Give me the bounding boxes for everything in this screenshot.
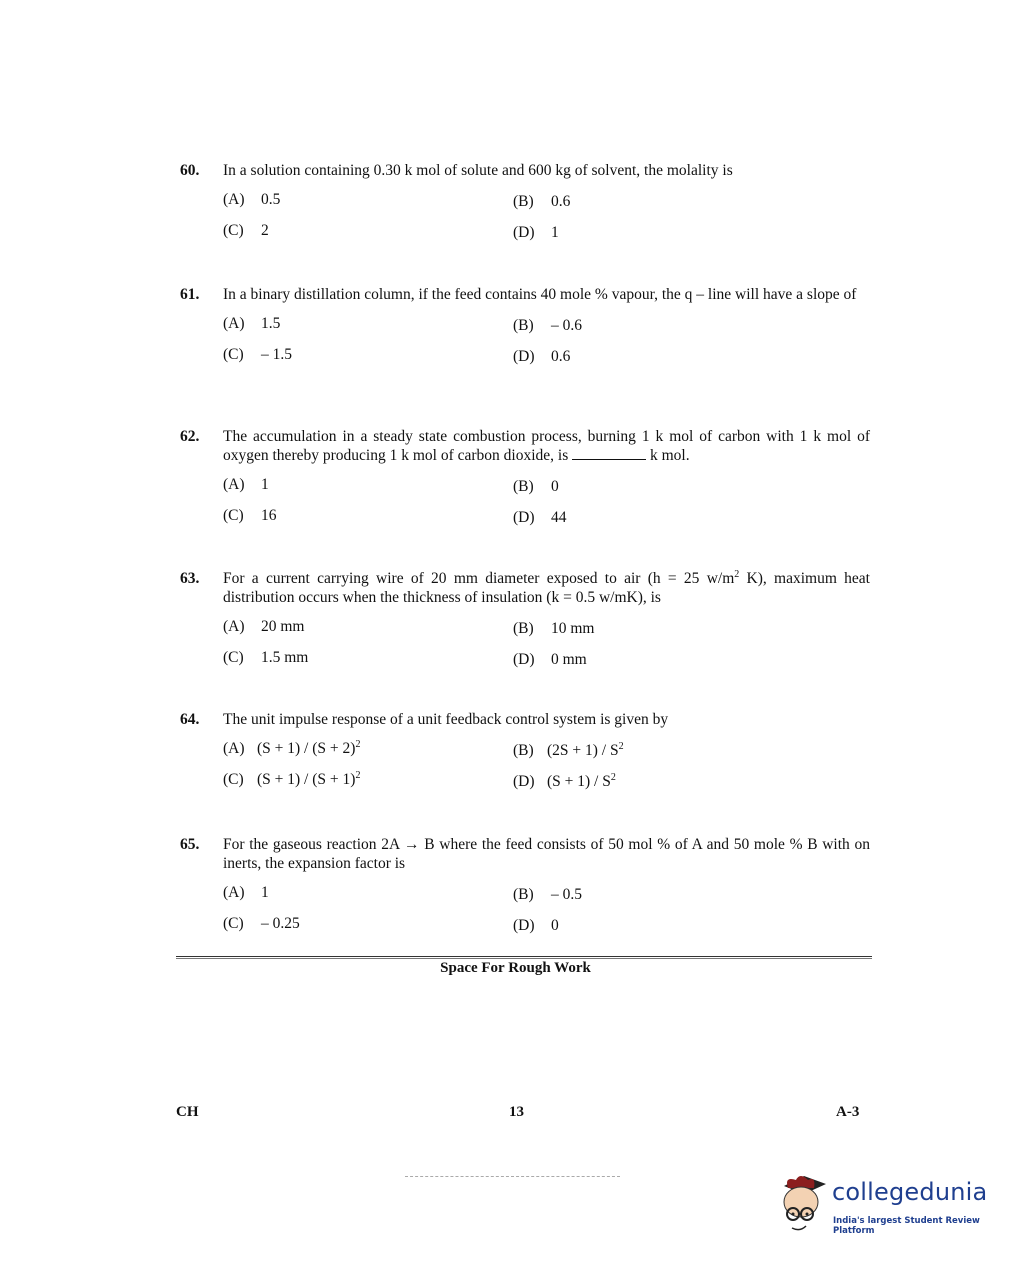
option-d: (D) 44 (513, 509, 567, 526)
options (223, 475, 870, 537)
footer-booklet-code: A-3 (836, 1104, 860, 1120)
answer-blank (572, 447, 646, 460)
question-61 (180, 285, 870, 376)
question-number: 64. (180, 711, 200, 728)
question-number: 60. (180, 162, 200, 179)
question-60 (180, 161, 870, 252)
options (223, 617, 870, 679)
question-stem: The accumulation in a steady state combustion process, burning 1 k mol of carbon with 1 k mol of oxygen thereby producing 1 k mol of carbon dioxide, is k mol. (223, 428, 870, 464)
option-b: (B) 10 mm (513, 620, 595, 637)
option-b: (B) – 0.5 (513, 886, 582, 903)
options (223, 190, 870, 252)
option-b: (B) $(2S + 1) / S^2$ (513, 740, 624, 759)
option-c: (C) 16 (223, 507, 277, 524)
option-c: (C) $(S + 1) / (S + 1)^2$ (223, 769, 361, 788)
option-a: (A) $(S + 1) / (S + 2)^2$ (223, 738, 361, 757)
question-62 (180, 427, 870, 537)
option-a: (A) 1.5 (223, 315, 281, 332)
option-c: (C) – 0.25 (223, 915, 300, 932)
collegedunia-wordmark: collegedunia (832, 1178, 988, 1206)
question-number: 65. (180, 836, 200, 853)
option-d: (D) 0.6 (513, 348, 571, 365)
option-d: (D) 0 mm (513, 651, 587, 668)
collegedunia-mascot-icon (770, 1168, 832, 1234)
question-stem: For the gaseous reaction 2A → B where the feed consists of 50 mol % of A and 50 mole % B with on inerts, the expansion factor is (223, 836, 870, 872)
option-c: (C) – 1.5 (223, 346, 292, 363)
question-65 (180, 835, 870, 945)
option-a: (A) 1 (223, 884, 269, 901)
divider-line (176, 956, 872, 959)
footer-subject-code: CH (176, 1104, 199, 1120)
option-d: (D) 0 (513, 917, 559, 934)
option-a: (A) 1 (223, 476, 269, 493)
question-stem: The unit impulse response of a unit feedback control system is given by (223, 711, 669, 728)
footer-page-number: 13 (509, 1104, 524, 1120)
question-stem: In a binary distillation column, if the feed contains 40 mole % vapour, the q – line will have a slope of (223, 286, 857, 303)
question-stem: In a solution containing 0.30 k mol of solute and 600 kg of solvent, the molality is (223, 162, 733, 179)
question-number: 61. (180, 286, 200, 303)
options (223, 314, 870, 376)
options (223, 739, 870, 801)
scan-artifact-line (405, 1176, 620, 1177)
rough-work-heading: Space For Rough Work (440, 960, 591, 976)
option-b: (B) – 0.6 (513, 317, 582, 334)
question-number: 63. (180, 570, 200, 587)
collegedunia-watermark (770, 1168, 1010, 1238)
option-c: (C) 1.5 mm (223, 649, 309, 666)
option-d: (D) 1 (513, 224, 559, 241)
collegedunia-tagline: India's largest Student Review Platform (833, 1216, 980, 1236)
question-63 (180, 569, 870, 679)
options (223, 883, 870, 945)
option-d: (D) $(S + 1) / S^2$ (513, 771, 616, 790)
option-b: (B) 0 (513, 478, 559, 495)
option-c: (C) 2 (223, 222, 269, 239)
question-number: 62. (180, 428, 200, 445)
question-64 (180, 710, 870, 801)
option-a: (A) 0.5 (223, 191, 281, 208)
option-a: (A) 20 mm (223, 618, 305, 635)
question-stem: For a current carrying wire of 20 mm diameter exposed to air (h = 25 $w/m^2$ K), maximum heat distribution occurs when the thickness of insulation (k = 0.5 w/mK), is (223, 568, 870, 606)
option-b: (B) 0.6 (513, 193, 571, 210)
